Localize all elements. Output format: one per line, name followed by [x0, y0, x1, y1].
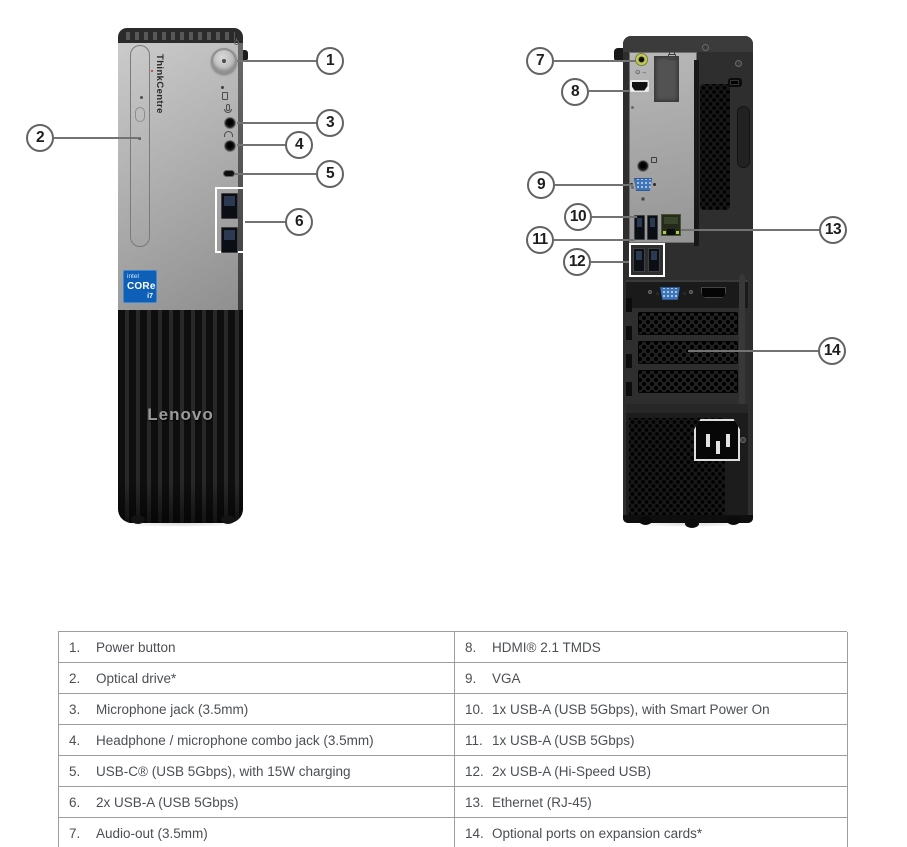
ethernet-notch [667, 229, 675, 235]
table-row [59, 632, 455, 663]
leader-line-1 [237, 60, 317, 62]
power-button-led [222, 59, 226, 63]
front-top-vents [126, 32, 235, 40]
row-number: 2. [69, 670, 81, 686]
ethernet-port [661, 214, 681, 236]
front-foot-left [131, 515, 145, 524]
leader-line-6 [245, 221, 286, 223]
row-label: USB-C® (USB 5Gbps), with 15W charging [96, 763, 351, 779]
leader-line-4 [237, 144, 286, 146]
table-row [59, 756, 455, 787]
callout-3: 3 [316, 109, 344, 137]
leader-line-7 [554, 60, 636, 62]
intel-badge-top: intel [127, 273, 139, 280]
row-label: Audio-out (3.5mm) [96, 825, 208, 841]
bracket-screw-2 [689, 290, 693, 294]
rear-screw-upper-right [735, 60, 742, 67]
table-row [455, 787, 848, 818]
microphone-jack [224, 117, 236, 129]
rear-latch-bar [694, 60, 699, 246]
ethernet-led-right [676, 231, 679, 234]
row-number: 12. [465, 763, 484, 779]
rear-hex-vent [700, 84, 730, 210]
drive-activity-icon [222, 92, 228, 100]
rear-tower-illustration [623, 36, 753, 523]
slot-rail-1 [633, 337, 745, 340]
table-row [455, 756, 848, 787]
callout-8: 8 [561, 78, 589, 106]
rear-usb-a-smart-power [634, 215, 645, 240]
c14-pin-left [706, 434, 710, 447]
row-label: 2x USB-A (USB 5Gbps) [96, 794, 239, 810]
row-number: 11. [465, 732, 483, 748]
line-out-icon: ⊙→ [635, 69, 647, 76]
row-number: 10. [465, 701, 484, 717]
rear-usb-a-hispeed-2 [648, 248, 660, 272]
addin-vga-screw-right [683, 292, 686, 295]
front-right-edge [238, 43, 243, 310]
row-label: Optical drive* [96, 670, 177, 686]
callout-14: 14 [818, 337, 846, 365]
table-row [455, 694, 848, 725]
power-icon-stem [236, 38, 237, 41]
table-row [455, 663, 848, 694]
knockout-cover [654, 56, 679, 102]
slot-rail-0 [633, 308, 745, 311]
rear-screw-top [702, 44, 709, 51]
addin-vga-screw-left [656, 292, 659, 295]
thinkcentre-logo: ThinkCentre [154, 54, 165, 114]
lenovo-logo: Lenovo [147, 405, 214, 424]
row-label: Optional ports on expansion cards* [492, 825, 703, 841]
addin-card-bracket [626, 280, 748, 308]
callout-6: 6 [285, 208, 313, 236]
expansion-slot-cover-3 [638, 370, 738, 393]
table-row [455, 632, 848, 663]
optical-drive-slot [130, 45, 150, 247]
status-led-dot [221, 86, 224, 89]
rear-handle-recess [737, 106, 750, 168]
row-label: VGA [492, 670, 521, 686]
rear-usb-a-hispeed-1 [633, 248, 645, 272]
row-number: 1. [69, 639, 81, 655]
thinkcentre-red-dot [151, 70, 153, 72]
leader-line-3 [237, 122, 317, 124]
spec-table [58, 631, 847, 847]
power-inlet-c14 [694, 419, 740, 461]
callout-13: 13 [819, 216, 847, 244]
table-row [455, 818, 848, 847]
rear-top-band [623, 36, 753, 52]
row-label: 1x USB-A (USB 5Gbps), with Smart Power On [492, 701, 770, 717]
rear-usb-a-5gbps [647, 215, 658, 240]
leader-line-5 [235, 173, 317, 175]
row-number: 5. [69, 763, 81, 779]
callout-5: 5 [316, 160, 344, 188]
leader-line-2 [54, 137, 140, 139]
front-tower-illustration [118, 28, 243, 523]
callout-7: 7 [526, 47, 554, 75]
audio-out-jack [635, 53, 648, 66]
callout-10: 10 [564, 203, 592, 231]
intel-badge-bottom: i7 [147, 292, 153, 300]
row-label: 2x USB-A (Hi-Speed USB) [492, 763, 652, 779]
row-number: 7. [69, 825, 81, 841]
kensington-lock-slot [728, 78, 742, 87]
leader-line-13 [681, 229, 820, 231]
row-number: 13. [465, 794, 484, 810]
callout-2: 2 [26, 124, 54, 152]
slot-rail-3 [633, 395, 745, 398]
row-number: 14. [465, 825, 484, 841]
row-number: 4. [69, 732, 81, 748]
panel-screw-dot-2 [631, 186, 634, 189]
bracket-screw-1 [648, 290, 652, 294]
row-number: 9. [465, 670, 477, 686]
front-usb-a-port-1 [221, 193, 238, 219]
leader-line-12 [591, 261, 629, 263]
rear-foot-1 [639, 516, 652, 525]
kensington-slot-inner [731, 81, 738, 84]
c14-pin-right [726, 434, 730, 447]
rear-foot-3 [727, 516, 740, 525]
slot-rail-2 [633, 366, 745, 369]
callout-12: 12 [563, 248, 591, 276]
panel-screw-dot-1 [631, 106, 634, 109]
leader-line-9 [555, 184, 633, 186]
hdmi-port [630, 80, 649, 92]
headphone-combo-jack [224, 140, 236, 152]
addin-vga-port [660, 287, 680, 300]
callout-11: 11 [526, 226, 554, 254]
row-number: 3. [69, 701, 81, 717]
leader-line-8 [589, 90, 630, 92]
screw-below-vga [641, 197, 645, 201]
headset-icon [651, 157, 657, 163]
row-label: Headphone / microphone combo jack (3.5mm) [96, 732, 374, 748]
front-usb-a-port-2 [221, 227, 238, 253]
table-row [455, 725, 848, 756]
row-number: 8. [465, 639, 477, 655]
ethernet-inner [664, 217, 678, 224]
intel-badge-middle: CORe [127, 280, 156, 292]
front-foot-right [221, 515, 235, 524]
vga-screw-right [653, 183, 656, 186]
rear-audio-jack [637, 160, 649, 172]
row-label: HDMI® 2.1 TMDS [492, 639, 601, 655]
table-row [59, 787, 455, 818]
row-label: Microphone jack (3.5mm) [96, 701, 249, 717]
ethernet-led-left [663, 231, 666, 234]
expansion-slot-cover-2 [638, 341, 738, 364]
psu-top-rail [626, 404, 748, 413]
table-row [59, 725, 455, 756]
row-label: Ethernet (RJ-45) [492, 794, 592, 810]
row-number: 6. [69, 794, 81, 810]
table-row [59, 694, 455, 725]
slot-latch-strip [739, 274, 745, 406]
callout-4: 4 [285, 131, 313, 159]
usb-c-port [223, 170, 235, 177]
table-row [59, 818, 455, 847]
intel-core-i7-badge [123, 270, 157, 303]
c14-pin-center [716, 441, 720, 454]
padlock-icon-body [668, 54, 676, 60]
expansion-slot-cover-1 [638, 312, 738, 335]
headphone-icon [224, 131, 233, 137]
rear-foot-2 [685, 519, 699, 528]
callout-9: 9 [527, 171, 555, 199]
row-label: Power button [96, 639, 176, 655]
callout-1: 1 [316, 47, 344, 75]
leader-line-11 [554, 239, 635, 241]
row-label: 1x USB-A (USB 5Gbps) [492, 732, 635, 748]
addin-hdmi-port [701, 287, 726, 298]
table-row [59, 663, 455, 694]
leader-line-10 [592, 216, 637, 218]
vga-port [634, 178, 652, 191]
psu-screw [740, 437, 746, 443]
leader-line-14 [688, 350, 819, 352]
optical-eject-hole [140, 96, 143, 99]
hdmi-port-inner [632, 82, 648, 91]
optical-eject-button [135, 107, 145, 122]
